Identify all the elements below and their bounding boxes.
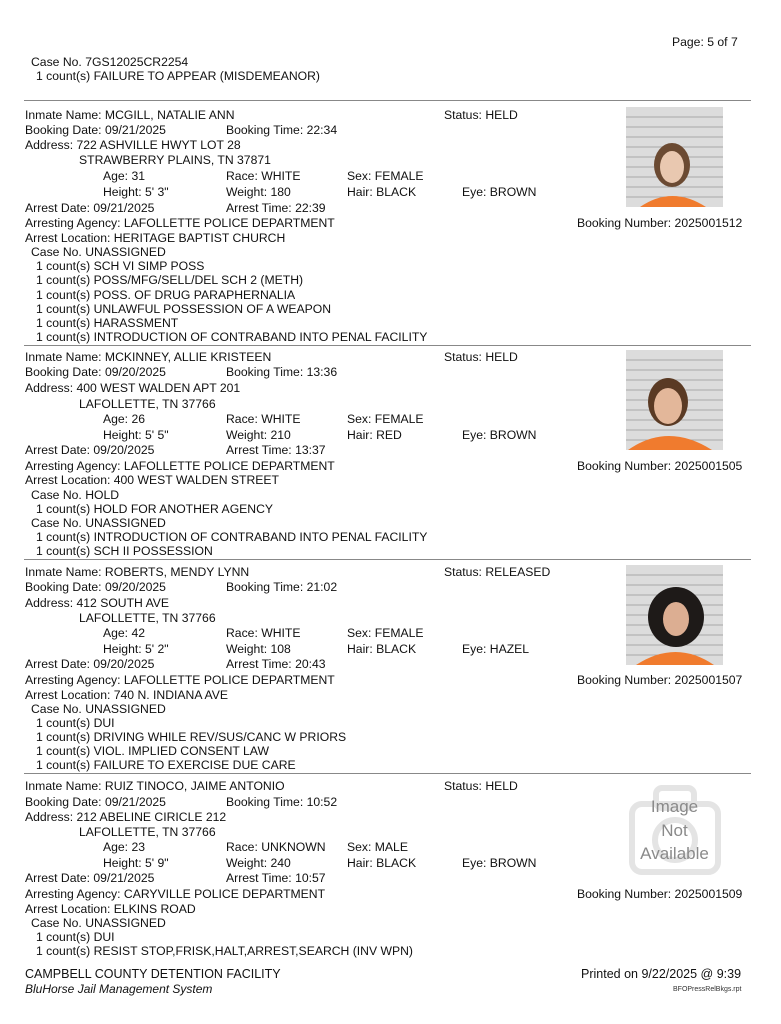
booking-number: Booking Number: 2025001512: [577, 216, 743, 230]
hair: Hair: BLACK: [347, 856, 417, 870]
arrest-date: Arrest Date: 09/20/2025: [25, 657, 155, 671]
booking-date: Booking Date: 09/20/2025: [25, 365, 166, 379]
address-line-1: Address: 722 ASHVILLE HWYT LOT 28: [25, 138, 241, 152]
charge: 1 count(s) POSS. OF DRUG PARAPHERNALIA: [36, 288, 296, 302]
booking-time: Booking Time: 22:34: [226, 123, 338, 137]
age: Age: 42: [103, 626, 146, 640]
weight: Weight: 210: [226, 428, 291, 442]
printed-timestamp: Printed on 9/22/2025 @ 9:39: [581, 967, 742, 981]
charge: 1 count(s) UNLAWFUL POSSESSION OF A WEAPON: [36, 302, 332, 316]
age: Age: 23: [103, 840, 146, 854]
page-number: Page: 5 of 7: [672, 35, 738, 49]
height: Height: 5' 5": [103, 428, 169, 442]
arresting-agency: Arresting Agency: LAFOLLETTE POLICE DEPARTMENT: [25, 216, 335, 230]
charge: 1 count(s) HOLD FOR ANOTHER AGENCY: [36, 502, 274, 516]
height: Height: 5' 9": [103, 856, 169, 870]
placeholder-line: Available: [640, 844, 709, 863]
charge: 1 count(s) HARASSMENT: [36, 316, 179, 330]
eye: Eye: HAZEL: [462, 642, 530, 656]
booking-number: Booking Number: 2025001509: [577, 887, 743, 901]
arrest-time: Arrest Time: 13:37: [226, 443, 326, 457]
inmate-name: Inmate Name: MCGILL, NATALIE ANN: [25, 108, 235, 122]
charge: 1 count(s) FAILURE TO EXERCISE DUE CARE: [36, 758, 296, 772]
eye: Eye: BROWN: [462, 185, 537, 199]
sex: Sex: MALE: [347, 840, 408, 854]
inmate-name: Inmate Name: ROBERTS, MENDY LYNN: [25, 565, 250, 579]
booking-number: Booking Number: 2025001505: [577, 459, 743, 473]
address-line-1: Address: 412 SOUTH AVE: [25, 596, 170, 610]
sex: Sex: FEMALE: [347, 626, 424, 640]
report-filename: BFOPressRelBkgs.rpt: [673, 986, 742, 993]
facility-name: CAMPBELL COUNTY DETENTION FACILITY: [25, 967, 281, 981]
case-number: Case No. UNASSIGNED: [31, 916, 166, 930]
image-not-available-placeholder: [626, 780, 723, 880]
case-number: Case No. UNASSIGNED: [31, 702, 166, 716]
arrest-time: Arrest Time: 10:57: [226, 871, 326, 885]
eye: Eye: BROWN: [462, 856, 537, 870]
record-divider: [24, 345, 751, 346]
arresting-agency: Arresting Agency: LAFOLLETTE POLICE DEPARTMENT: [25, 673, 335, 687]
mugshot-photo: [626, 350, 723, 450]
charge: 1 count(s) SCH VI SIMP POSS: [36, 259, 205, 273]
charge: 1 count(s) DUI: [36, 930, 115, 944]
inmate-name: Inmate Name: MCKINNEY, ALLIE KRISTEEN: [25, 350, 272, 364]
height: Height: 5' 3": [103, 185, 169, 199]
arrest-time: Arrest Time: 20:43: [226, 657, 326, 671]
arrest-location: Arrest Location: 740 N. INDIANA AVE: [25, 688, 228, 702]
booking-time: Booking Time: 10:52: [226, 795, 338, 809]
arrest-date: Arrest Date: 09/21/2025: [25, 871, 155, 885]
address-line-1: Address: 400 WEST WALDEN APT 201: [25, 381, 241, 395]
arrest-time: Arrest Time: 22:39: [226, 201, 326, 215]
inmate-status: Status: HELD: [444, 350, 518, 364]
placeholder-line: Image: [650, 797, 699, 816]
case-number: Case No. UNASSIGNED: [31, 245, 166, 259]
booking-date: Booking Date: 09/21/2025: [25, 123, 166, 137]
charge: 1 count(s) INTRODUCTION OF CONTRABAND INTO PENAL FACILITY: [36, 530, 428, 544]
booking-number: Booking Number: 2025001507: [577, 673, 743, 687]
arrest-location: Arrest Location: ELKINS ROAD: [25, 902, 196, 916]
address-line-2: LAFOLLETTE, TN 37766: [79, 825, 216, 839]
arresting-agency: Arresting Agency: CARYVILLE POLICE DEPARTMENT: [25, 887, 326, 901]
hair: Hair: BLACK: [347, 642, 417, 656]
inmate-status: Status: RELEASED: [444, 565, 551, 579]
weight: Weight: 180: [226, 185, 291, 199]
address-line-2: LAFOLLETTE, TN 37766: [79, 611, 216, 625]
charge: 1 count(s) RESIST STOP,FRISK,HALT,ARREST,SEARCH (INV WPN): [36, 944, 413, 958]
inmate-status: Status: HELD: [444, 779, 518, 793]
booking-date: Booking Date: 09/21/2025: [25, 795, 166, 809]
charge: 1 count(s) POSS/MFG/SELL/DEL SCH 2 (METH): [36, 273, 304, 287]
hair: Hair: RED: [347, 428, 402, 442]
inmate-status: Status: HELD: [444, 108, 518, 122]
charge: 1 count(s) DUI: [36, 716, 115, 730]
address-line-2: STRAWBERRY PLAINS, TN 37871: [79, 153, 271, 167]
arresting-agency: Arresting Agency: LAFOLLETTE POLICE DEPARTMENT: [25, 459, 335, 473]
weight: Weight: 108: [226, 642, 291, 656]
booking-time: Booking Time: 21:02: [226, 580, 338, 594]
record-divider: [24, 559, 751, 560]
charge: 1 count(s) VIOL. IMPLIED CONSENT LAW: [36, 744, 269, 758]
mugshot-photo: [626, 565, 723, 665]
arrest-location: Arrest Location: HERITAGE BAPTIST CHURCH: [25, 231, 286, 245]
sex: Sex: FEMALE: [347, 169, 424, 183]
height: Height: 5' 2": [103, 642, 169, 656]
system-name: BluHorse Jail Management System: [25, 982, 213, 996]
arrest-date: Arrest Date: 09/21/2025: [25, 201, 155, 215]
race: Race: UNKNOWN: [226, 840, 326, 854]
race: Race: WHITE: [226, 169, 301, 183]
case-number: Case No. UNASSIGNED: [31, 516, 166, 530]
address-line-1: Address: 212 ABELINE CIRICLE 212: [25, 810, 227, 824]
inmate-name: Inmate Name: RUIZ TINOCO, JAIME ANTONIO: [25, 779, 285, 793]
arrest-location: Arrest Location: 400 WEST WALDEN STREET: [25, 473, 279, 487]
prev-charge: 1 count(s) FAILURE TO APPEAR (MISDEMEANOR): [36, 69, 320, 83]
race: Race: WHITE: [226, 412, 301, 426]
age: Age: 26: [103, 412, 146, 426]
eye: Eye: BROWN: [462, 428, 537, 442]
record-divider: [24, 100, 751, 101]
charge: 1 count(s) INTRODUCTION OF CONTRABAND INTO PENAL FACILITY: [36, 330, 428, 344]
weight: Weight: 240: [226, 856, 291, 870]
sex: Sex: FEMALE: [347, 412, 424, 426]
age: Age: 31: [103, 169, 146, 183]
mugshot-photo: [626, 107, 723, 207]
race: Race: WHITE: [226, 626, 301, 640]
hair: Hair: BLACK: [347, 185, 417, 199]
arrest-date: Arrest Date: 09/20/2025: [25, 443, 155, 457]
record-divider: [24, 773, 751, 774]
charge: 1 count(s) DRIVING WHILE REV/SUS/CANC W PRIORS: [36, 730, 347, 744]
prev-case-number: Case No. 7GS12025CR2254: [31, 55, 189, 69]
booking-time: Booking Time: 13:36: [226, 365, 338, 379]
booking-date: Booking Date: 09/20/2025: [25, 580, 166, 594]
address-line-2: LAFOLLETTE, TN 37766: [79, 397, 216, 411]
charge: 1 count(s) SCH II POSSESSION: [36, 544, 213, 558]
placeholder-line: Not: [661, 821, 688, 840]
case-number: Case No. HOLD: [31, 488, 120, 502]
